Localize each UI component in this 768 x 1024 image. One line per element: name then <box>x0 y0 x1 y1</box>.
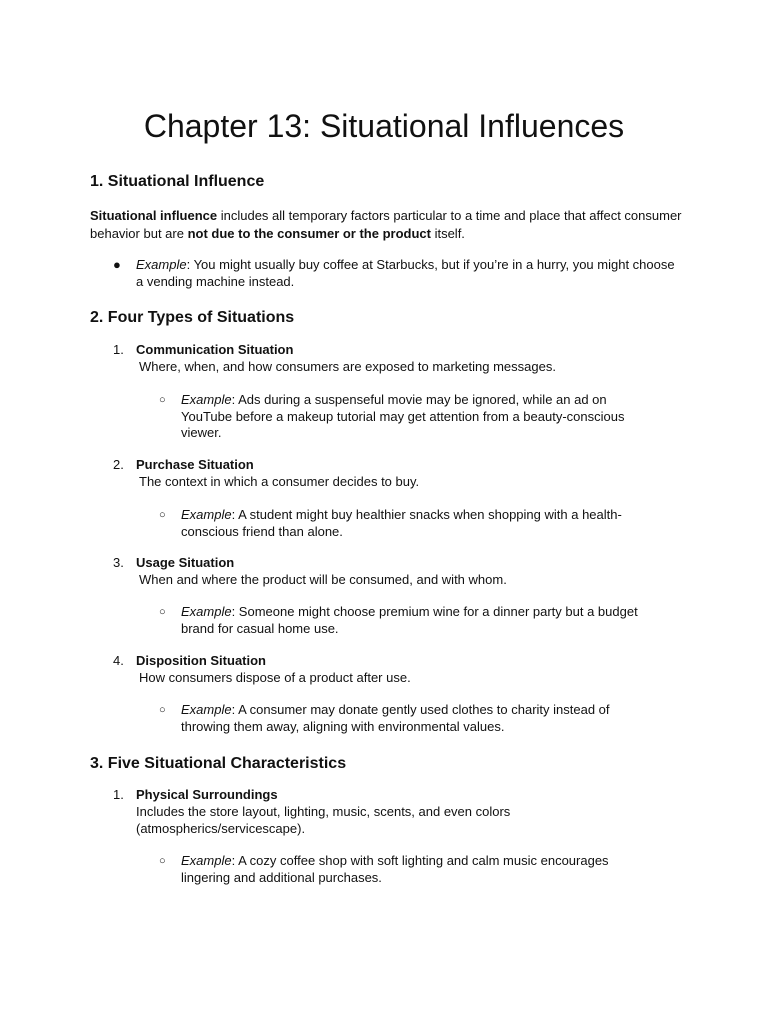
list-item-description: How consumers dispose of a product after use. <box>139 670 411 685</box>
list-item-title: Physical Surroundings <box>136 787 278 802</box>
list-number: 4. <box>113 653 124 668</box>
list-item-title: Purchase Situation <box>136 457 254 472</box>
example-label: Example <box>181 702 232 717</box>
intro-mid: includes all temporary factors particular to a time and place that affect consumer behavior but are <box>90 208 682 241</box>
bullet-icon: ● <box>113 257 121 272</box>
section-1-example <box>136 257 681 290</box>
list-item-example <box>181 853 646 886</box>
section-1-intro <box>90 207 690 242</box>
example-text: : A student might buy healthier snacks when shopping with a health-conscious friend than alone. <box>181 507 622 539</box>
list-item-title: Disposition Situation <box>136 653 266 668</box>
example-label: Example <box>181 853 232 868</box>
example-label: Example <box>136 257 187 272</box>
list-item-description: Where, when, and how consumers are exposed to marketing messages. <box>139 359 556 374</box>
example-text: : Someone might choose premium wine for a dinner party but a budget brand for casual home use. <box>181 604 638 636</box>
sub-bullet-icon: ○ <box>159 704 166 716</box>
section-3-heading: 3. Five Situational Characteristics <box>90 755 347 772</box>
section-1-heading: 1. Situational Influence <box>90 173 265 190</box>
example-text: : A cozy coffee shop with soft lighting and calm music encourages lingering and additional purchases. <box>181 853 609 885</box>
example-label: Example <box>181 507 232 522</box>
list-item-example <box>181 392 661 442</box>
list-item-example <box>181 507 661 540</box>
sub-bullet-icon: ○ <box>159 394 166 406</box>
example-label: Example <box>181 604 232 619</box>
list-number: 1. <box>113 342 124 357</box>
example-label: Example <box>181 392 232 407</box>
list-item-example <box>181 702 651 735</box>
list-item-example <box>181 604 671 637</box>
list-item-description: The context in which a consumer decides to buy. <box>139 474 420 489</box>
intro-end: itself. <box>430 225 465 241</box>
intro-bold: not due to the consumer or the product <box>187 225 431 241</box>
list-number: 3. <box>113 555 124 570</box>
list-item-title: Communication Situation <box>136 342 294 357</box>
list-number: 2. <box>113 457 124 472</box>
intro-term: Situational influence <box>90 208 218 223</box>
page-title: Chapter 13: Situational Influences <box>143 108 625 144</box>
example-text: : Ads during a suspenseful movie may be ignored, while an ad on YouTube before a makeup tutorial may get attention from a beauty-conscious viewer. <box>181 392 625 440</box>
section-2-heading: 2. Four Types of Situations <box>90 309 295 326</box>
list-item-description: When and where the product will be consumed, and with whom. <box>139 572 507 587</box>
list-item-description: Includes the store layout, lighting, music, scents, and even colors (atmospherics/servicescape). <box>136 804 511 836</box>
example-text: : A consumer may donate gently used clothes to charity instead of throwing them away, aligning with environmental values. <box>181 702 610 734</box>
sub-bullet-icon: ○ <box>159 509 166 521</box>
list-item-title: Usage Situation <box>136 555 235 570</box>
example-text: : You might usually buy coffee at Starbucks, but if you’re in a hurry, you might choose a vending machine instead. <box>136 257 675 289</box>
sub-bullet-icon: ○ <box>159 606 166 618</box>
sub-bullet-icon: ○ <box>159 855 166 867</box>
list-number: 1. <box>113 787 124 802</box>
